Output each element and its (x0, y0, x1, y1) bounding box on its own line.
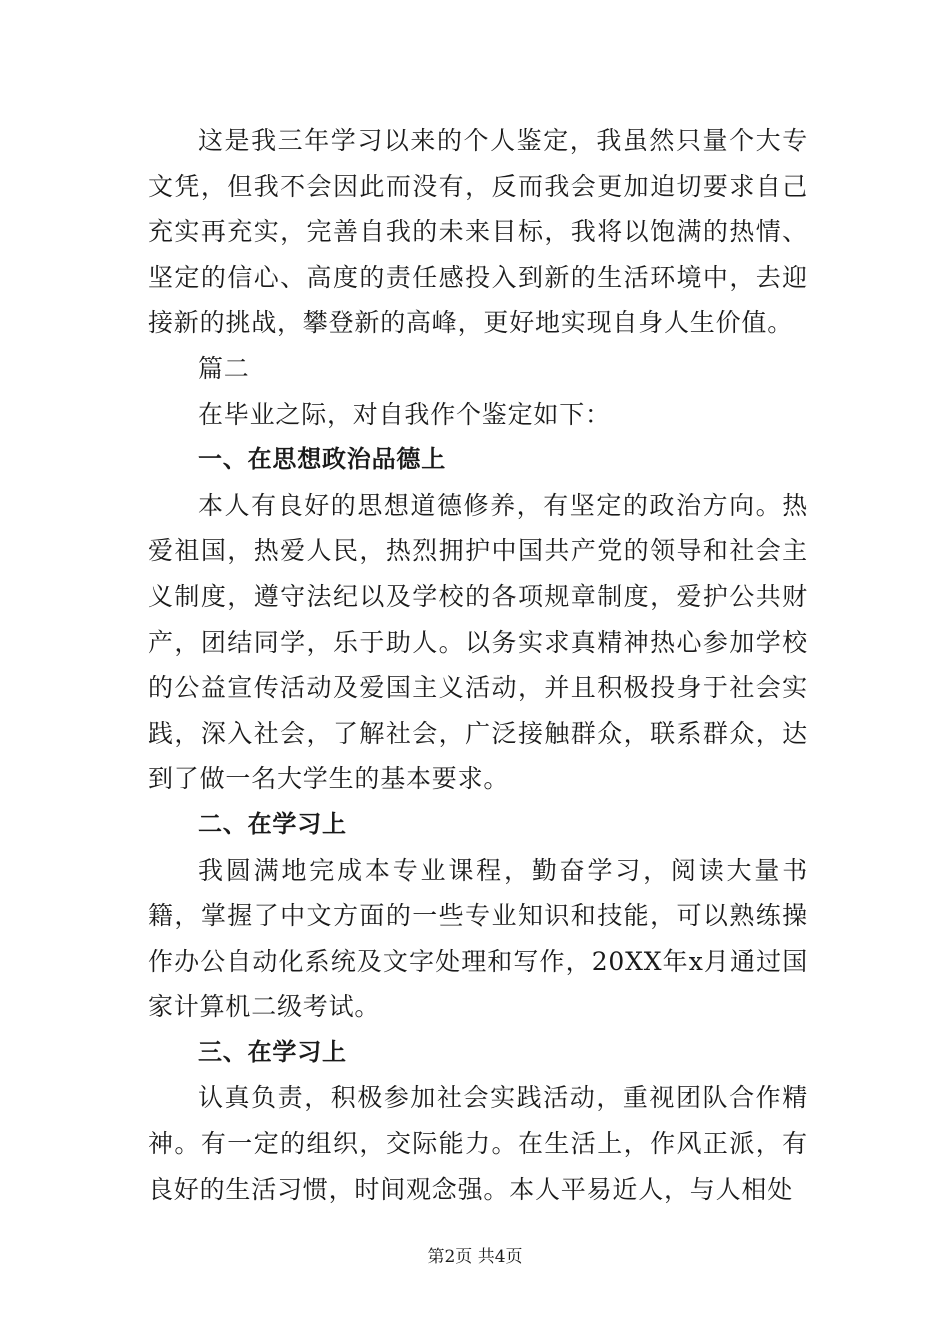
heading-study-2: 三、在学习上 (198, 1037, 347, 1066)
paragraph-study: 我圆满地完成本专业课程，勤奋学习，阅读大量书籍，掌握了中文方面的一些专业知识和技能，可以熟练操作办公自动化系统及文字处理和写作，20XX年x月通过国家计算机二级考试。 (148, 855, 808, 1022)
document-body (148, 118, 808, 1212)
heading-ideology: 一、在思想政治品德上 (198, 445, 446, 474)
paragraph-summary: 这是我三年学习以来的个人鉴定，我虽然只量个大专文凭，但我不会因此而没有，反而我会更加迫切要求自己充实再充实，完善自我的未来目标，我将以饱满的热情、坚定的信心、高度的责任感投入到新的生活环境中，去迎接新的挑战，攀登新的高峰，更好地实现自身人生价值。 (148, 126, 808, 338)
paragraph-intro: 在毕业之际，对自我作个鉴定如下： (198, 399, 611, 429)
paragraph-practice: 认真负责，积极参加社会实践活动，重视团队合作精神。有一定的组织，交际能力。在生活上，作风正派，有良好的生活习惯，时间观念强。本人平易近人，与人相处 (148, 1083, 808, 1204)
section-label-part-two: 篇二 (198, 353, 250, 383)
paragraph-ideology: 本人有良好的思想道德修养，有坚定的政治方向。热爱祖国，热爱人民，热烈拥护中国共产党的领导和社会主义制度，遵守法纪以及学校的各项规章制度，爱护公共财产，团结同学，乐于助人。以务实求真精神热心参加学校的公益宣传活动及爱国主义活动，并且积极投身于社会实践，深入社会，了解社会，广泛接触群众，联系群众，达到了做一名大学生的基本要求。 (148, 490, 808, 794)
page-number-footer: 第2页 共4页 (427, 1247, 523, 1267)
heading-study: 二、在学习上 (198, 809, 347, 838)
